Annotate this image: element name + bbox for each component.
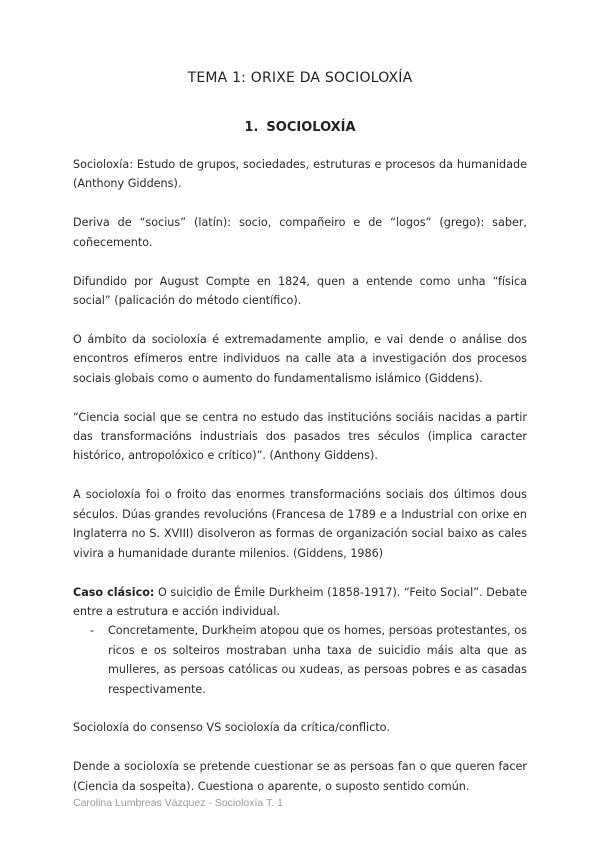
paragraph-definition: Socioloxía: Estudo de grupos, sociedades, estruturas e procesos da humanidade (Anthony Giddens). — [73, 158, 527, 191]
section-title: SOCIOLOXÍA — [266, 120, 356, 135]
classic-case-text: O suicidio de Émile Durkheim (1858-1917). “Feito Social”. Debate entre a estrutura e acción individual. — [73, 585, 527, 618]
bullet-dash: - — [90, 624, 95, 638]
paragraph-revolutions: A socioloxía foi o froito das enormes transformacións sociais dos últimos dous séculos. Dúas grandes revolucións (Francesa de 1789 e a Industrial con orixe en Inglaterra no S. XVIII) disolveron as formas de organización social baixo as cales vivira a humanidade durante milenios. (Giddens, 1986) — [73, 488, 527, 560]
paragraph-scope: O ámbito da socioloxía é extremadamente amplio, e vai dende o análise dos encontros efímeros entre individuos na calle ata a investigación dos procesos sociais globais como o aumento do fundamentalismo islámico (Giddens). — [73, 332, 527, 385]
paragraph-compte: Difundido por August Compte en 1824, quen a entende como unha “física social” (palicación do método científico). — [73, 274, 527, 308]
section-heading — [0, 120, 600, 135]
classic-case-list — [73, 621, 527, 699]
paragraph-suspicion: Dende a socioloxía se pretende cuestionar se as persoas fan o que queren facer (Ciencia da sospeita). Cuestiona o aparente, o suposto sentido común. — [73, 760, 527, 793]
list-item-text: Concretamente, Durkheim atopou que os homes, persoas protestantes, os ricos e os solteiros mostraban unha taxa de suicidio máis alta que as mulleres, as persoas católicas ou xudeas, as persoas pobres e as casadas respectivamente. — [108, 624, 527, 696]
paragraph-classic-case — [73, 583, 527, 622]
document-title: TEMA 1: ORIXE DA SOCIOLOXÍA — [187, 70, 413, 86]
page-footer: Carolina Lumbreas Vázquez - Socioloxía T. 1 — [73, 797, 283, 809]
list-item — [73, 621, 527, 699]
document-body — [73, 155, 527, 816]
classic-case-label: Caso clásico: — [73, 585, 155, 599]
paragraph-etymology: Deriva de “socius” (latín): socio, compañeiro e de “logos” (grego): saber, coñecemento. — [73, 216, 527, 249]
paragraph-quote: “Ciencia social que se centra no estudo das institucións sociáis nacidas a partir das transformacións industriais dos pasados tres séculos (implica caracter histórico, antropolóxico e crítico)”. (Anthony Giddens). — [73, 410, 527, 463]
section-number: 1. — [244, 120, 259, 135]
paragraph-consensus: Socioloxía do consenso VS socioloxía da crítica/conflicto. — [73, 721, 390, 735]
